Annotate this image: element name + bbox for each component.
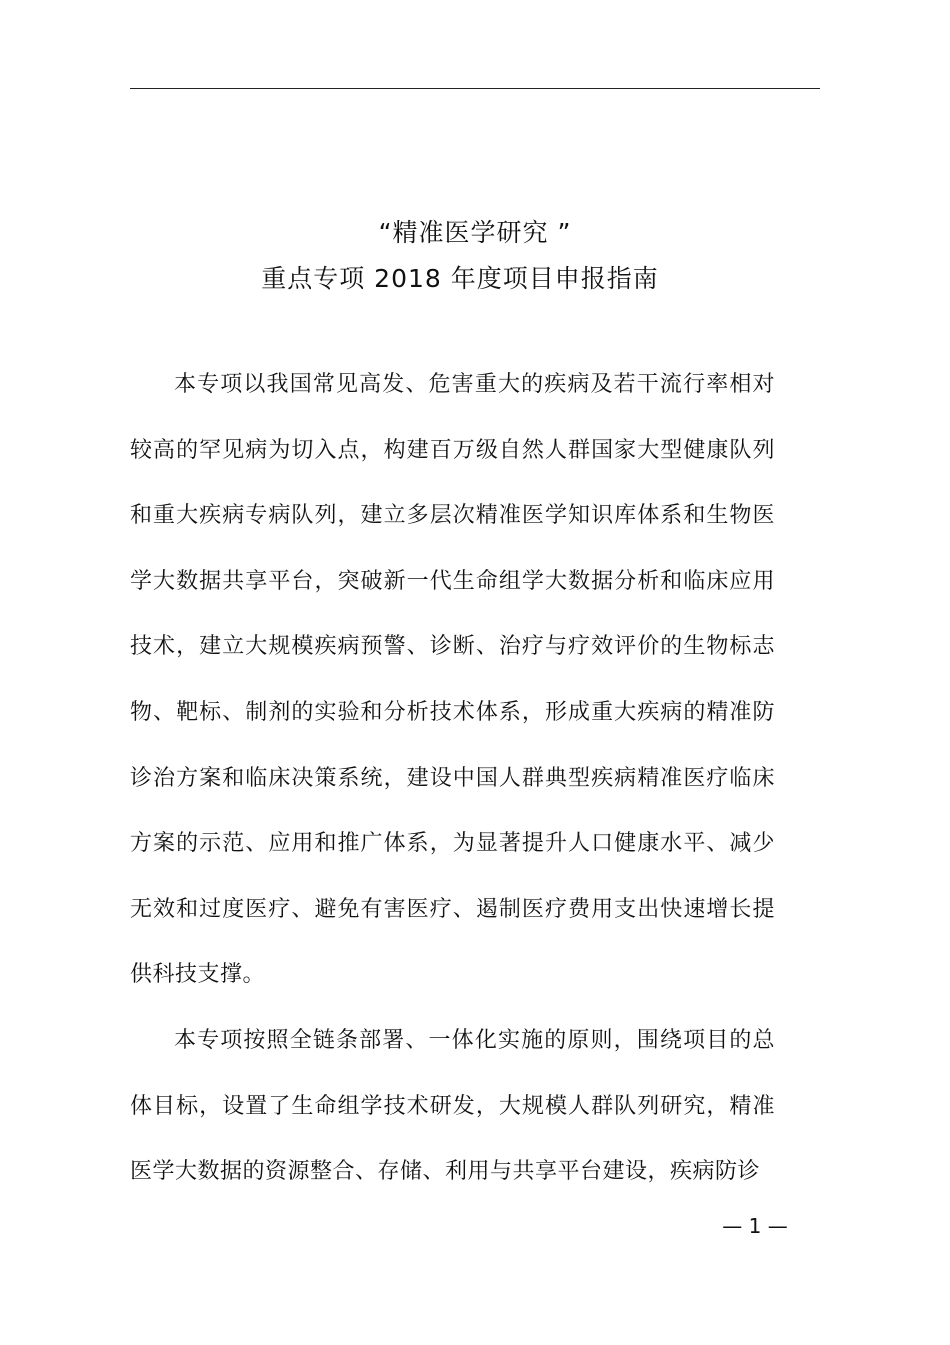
document-body [130, 352, 775, 1205]
body-paragraph-2: 本专项按照全链条部署、一体化实施的原则，围绕项目的总体目标，设置了生命组学技术研发，大规模人群队列研究，精准医学大数据的资源整合、存储、利用与共享平台建设，疾病防诊 [130, 1027, 775, 1185]
header-rule [130, 88, 820, 89]
document-title [130, 210, 820, 302]
title-line-2: 重点专项 2018 年度项目申报指南 [261, 264, 659, 293]
title-line-1: “精准医学研究 ” [378, 218, 572, 247]
page-number: — 1 — [722, 1214, 788, 1238]
body-paragraph-1: 本专项以我国常见高发、危害重大的疾病及若干流行率相对较高的罕见病为切入点，构建百万级自然人群国家大型健康队列和重大疾病专病队列，建立多层次精准医学知识库体系和生物医学大数据共享平台，突破新一代生命组学大数据分析和临床应用技术，建立大规模疾病预警、诊断、治疗与疗效评价的生物标志物、靶标、制剂的实验和分析技术体系，形成重大疾病的精准防诊治方案和临床决策系统，建设中国人群典型疾病精准医疗临床方案的示范、应用和推广体系，为显著提升人口健康水平、减少无效和过度医疗、避免有害医疗、遏制医疗费用支出快速增长提供科技支撑。 [130, 372, 775, 988]
